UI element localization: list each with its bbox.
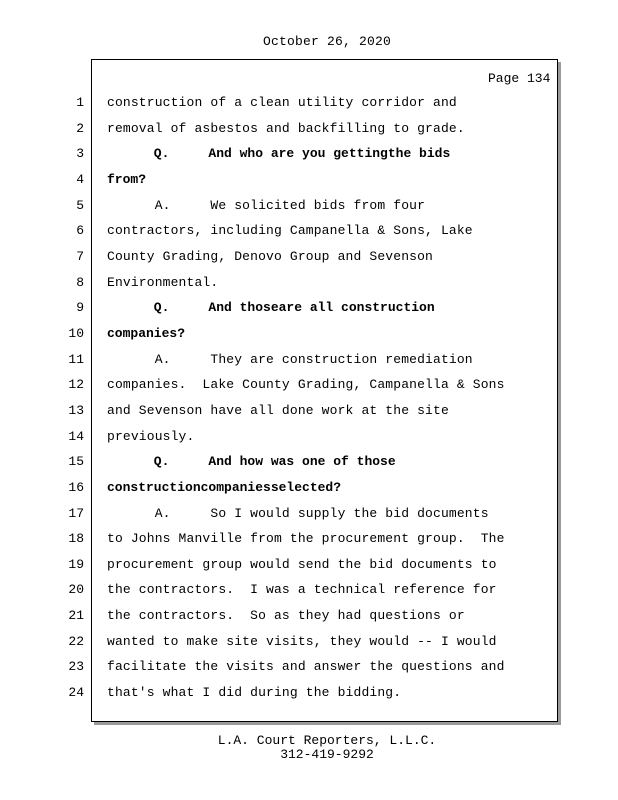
line-text: procurement group would send the bid documents to bbox=[107, 557, 497, 572]
line-number: 15 bbox=[68, 454, 84, 469]
line-text: Environmental. bbox=[107, 275, 219, 290]
line-text: from? bbox=[107, 172, 147, 187]
line-text: A. We solicited bids from four bbox=[107, 198, 426, 213]
line-number: 24 bbox=[68, 685, 84, 700]
footer-phone: 312-419-9292 bbox=[280, 747, 374, 762]
line-number: 4 bbox=[76, 172, 84, 187]
page-number: Page 134 bbox=[488, 71, 551, 86]
line-text: the contractors. So as they had questions or bbox=[107, 608, 465, 623]
line-number: 22 bbox=[68, 634, 84, 649]
line-text: to Johns Manville from the procurement group. The bbox=[107, 531, 505, 546]
line-text: Q. And how was one of those bbox=[107, 454, 396, 469]
line-number: 21 bbox=[68, 608, 84, 623]
line-text: wanted to make site visits, they would -- I would bbox=[107, 634, 497, 649]
line-text: Q. And thoseare all construction bbox=[107, 300, 435, 315]
line-text: facilitate the visits and answer the questions and bbox=[107, 659, 505, 674]
line-number: 1 bbox=[76, 95, 84, 110]
line-text: constructioncompaniesselected? bbox=[107, 480, 342, 495]
line-number: 5 bbox=[76, 198, 84, 213]
line-text: removal of asbestos and backfilling to grade. bbox=[107, 121, 465, 136]
line-number: 14 bbox=[68, 429, 84, 444]
line-number: 19 bbox=[68, 557, 84, 572]
line-text: and Sevenson have all done work at the site bbox=[107, 403, 449, 418]
header-date: October 26, 2020 bbox=[262, 34, 392, 49]
footer-company: L.A. Court Reporters, L.L.C. bbox=[217, 733, 437, 748]
line-number: 16 bbox=[68, 480, 84, 495]
line-number: 11 bbox=[68, 352, 84, 367]
line-number: 18 bbox=[68, 531, 84, 546]
line-number: 9 bbox=[76, 300, 84, 315]
line-text: companies. Lake County Grading, Campanella & Sons bbox=[107, 377, 505, 392]
line-text: Q. And who are you gettingthe bids bbox=[107, 146, 451, 161]
line-number: 20 bbox=[68, 582, 84, 597]
line-text: previously. bbox=[107, 429, 195, 444]
line-number: 7 bbox=[76, 249, 84, 264]
line-text: the contractors. I was a technical reference for bbox=[107, 582, 497, 597]
line-number: 2 bbox=[76, 121, 84, 136]
line-text: A. So I would supply the bid documents bbox=[107, 506, 489, 521]
line-number: 8 bbox=[76, 275, 84, 290]
line-text: construction of a clean utility corridor and bbox=[107, 95, 457, 110]
line-text: County Grading, Denovo Group and Sevenson bbox=[107, 249, 434, 264]
line-number: 23 bbox=[68, 659, 84, 674]
line-number: 17 bbox=[68, 506, 84, 521]
line-number: 13 bbox=[68, 403, 84, 418]
line-text: companies? bbox=[107, 326, 186, 341]
line-text: that's what I did during the bidding. bbox=[107, 685, 402, 700]
line-text: A. They are construction remediation bbox=[107, 352, 473, 367]
line-number: 12 bbox=[68, 377, 84, 392]
line-number: 6 bbox=[76, 223, 84, 238]
line-text: contractors, including Campanella & Sons, Lake bbox=[107, 223, 473, 238]
line-number: 3 bbox=[76, 146, 84, 161]
line-number: 10 bbox=[68, 326, 84, 341]
